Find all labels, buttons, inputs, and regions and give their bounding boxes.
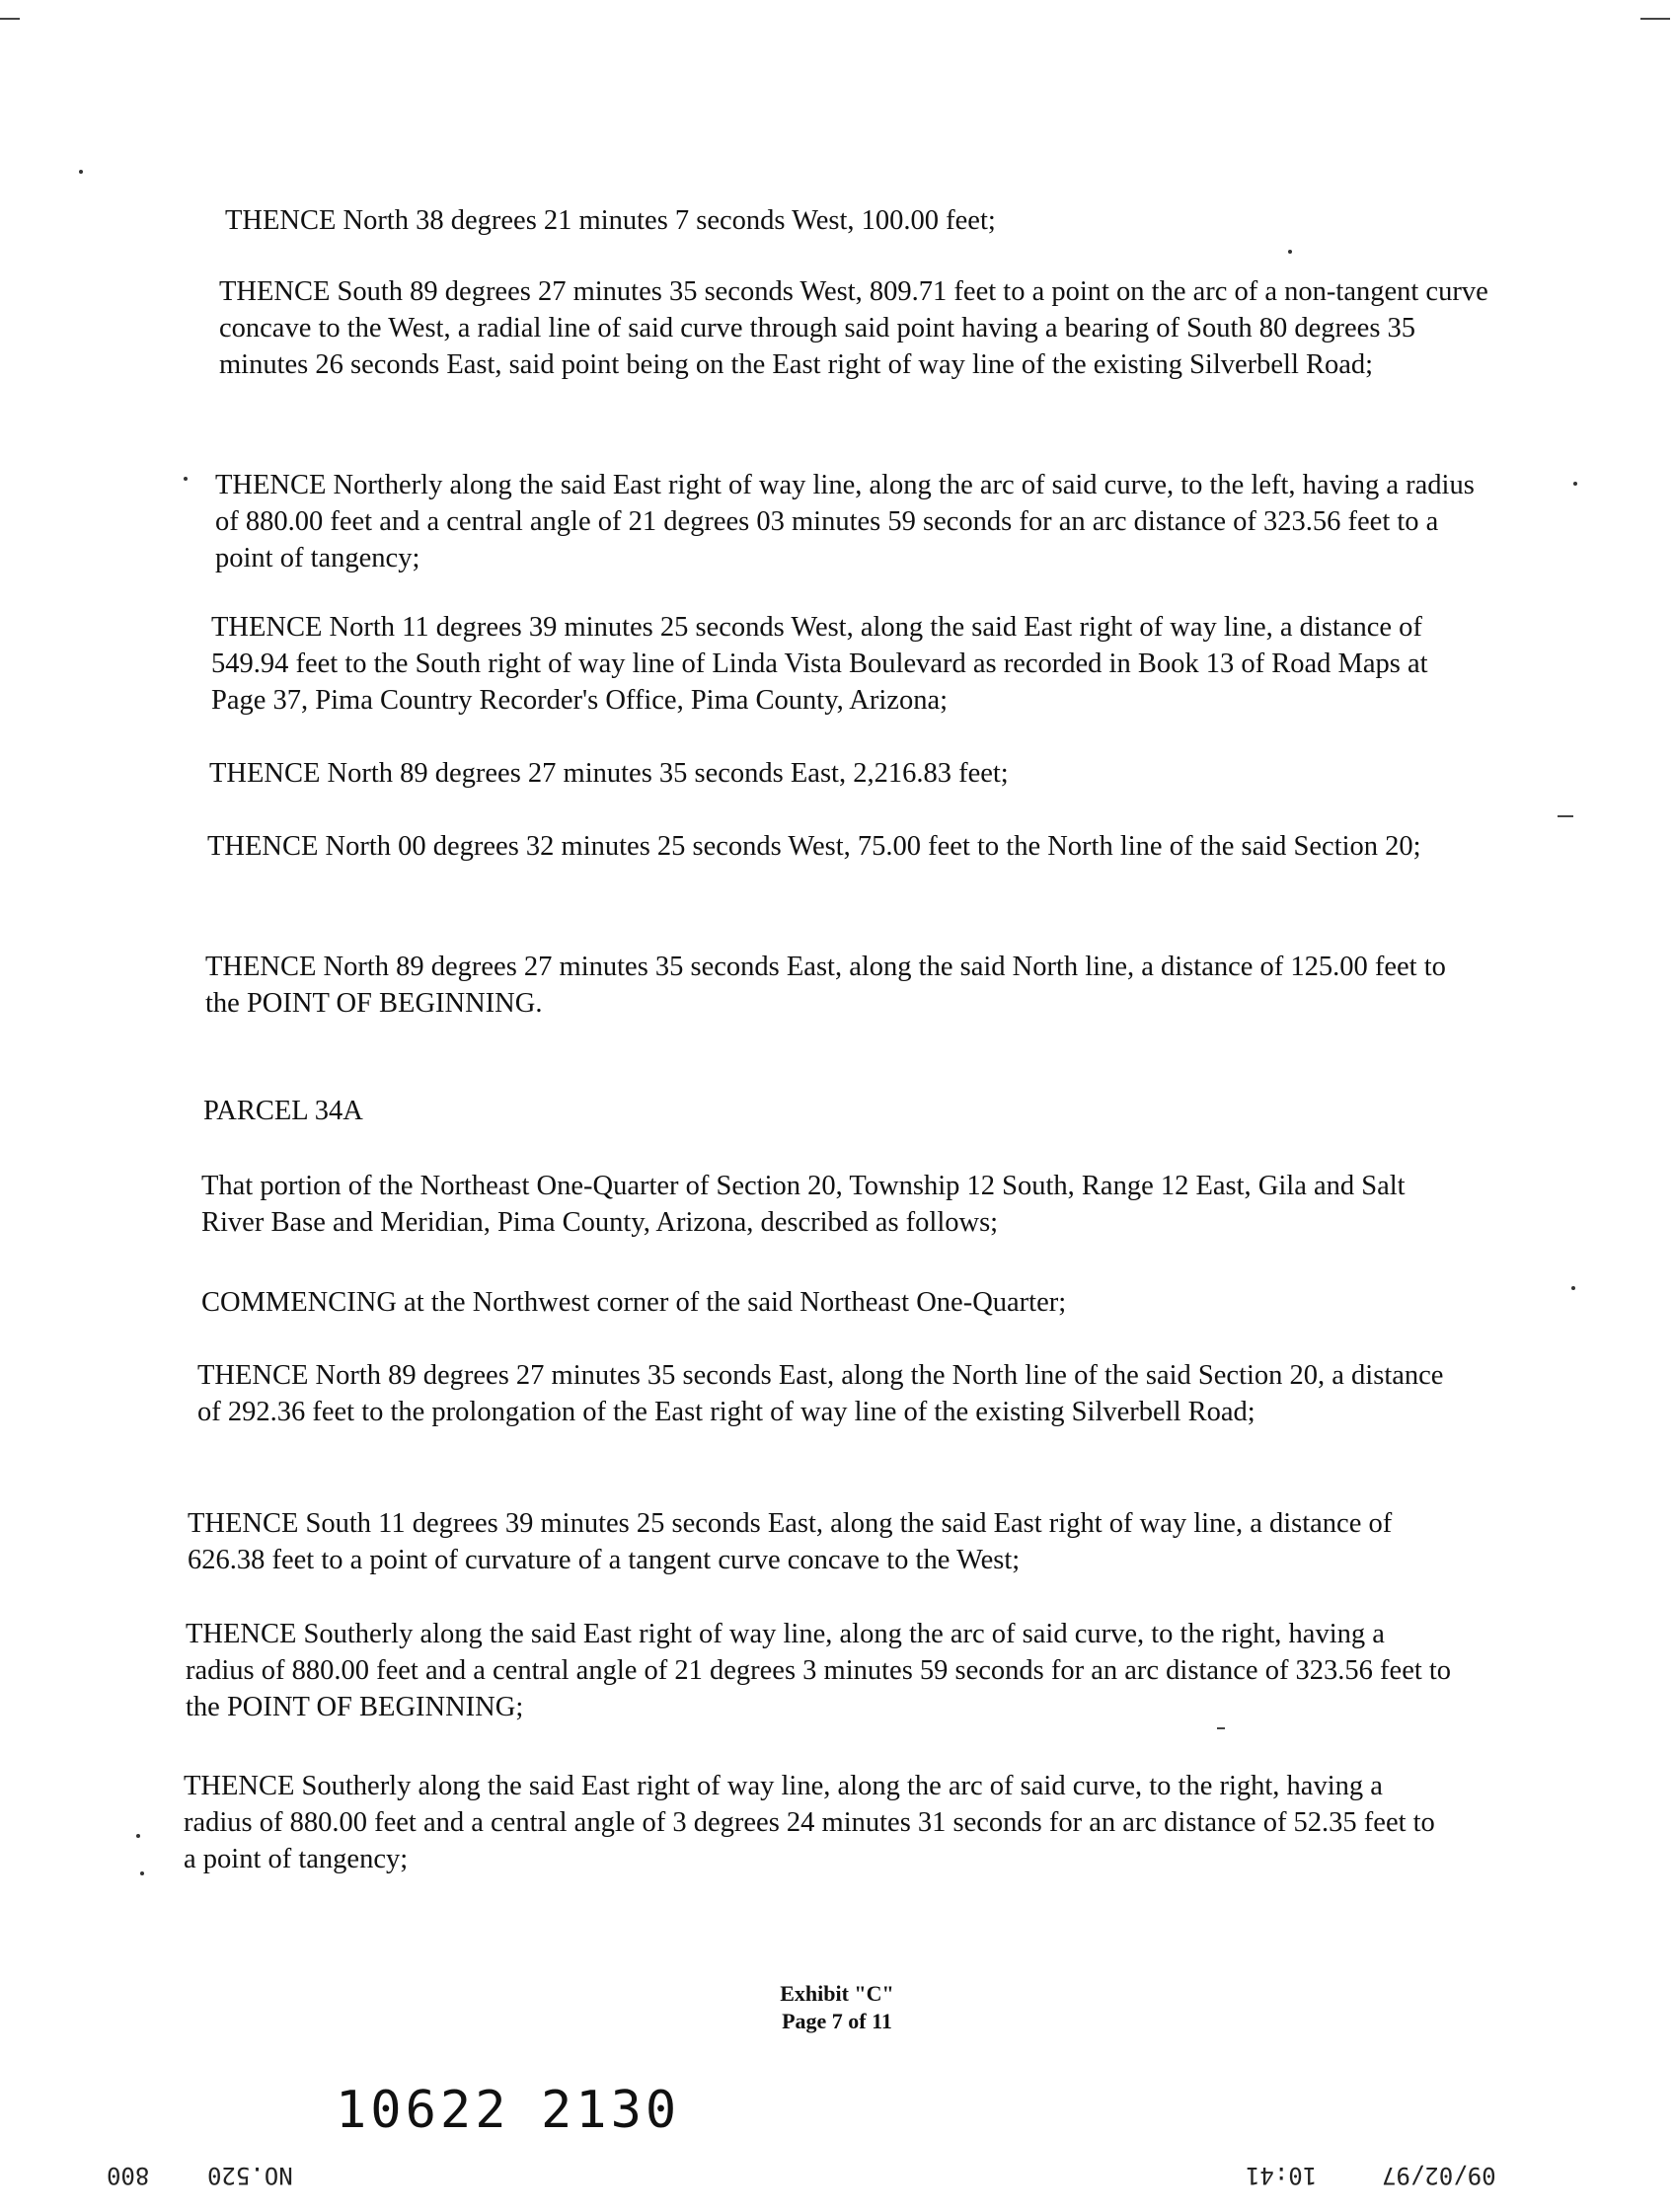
paragraph-10: THENCE North 89 degrees 27 minutes 35 seconds East, along the North line of the said Section 20, a distance of 292.36 feet to the prolongation of the East right of way line of the existing Silverbell Road;: [197, 1360, 1444, 1427]
paragraph-7: THENCE North 89 degrees 27 minutes 35 seconds East, along the said North line, a distance of 125.00 feet to the POINT OF BEGINNING.: [205, 952, 1446, 1019]
recording-page-number: 2130: [541, 2081, 681, 2140]
paragraph-4: THENCE North 11 degrees 39 minutes 25 seconds West, along the said East right of way line, a distance of 549.94 feet to the South right of way line of Linda Vista Boulevard as recorded in Book 13 of Road Maps at Page 37, Pima Country Recorder's Office, Pima County, Arizona;: [211, 612, 1428, 716]
scan-speck: [184, 477, 188, 481]
paragraph-2: THENCE South 89 degrees 27 minutes 35 seconds West, 809.71 feet to a point on the arc of a non-tangent curve concave to the West, a radial line of said curve through said point having a bearing of South 80 degrees 35 minutes 26 seconds East, said point being on the East right of way line of the existing Silverbell Road;: [219, 276, 1488, 380]
page-number: Page 7 of 11: [782, 2009, 892, 2033]
paragraph-13: THENCE Southerly along the said East right of way line, along the arc of said curve, to the right, having a radius of 880.00 feet and a central angle of 3 degrees 24 minutes 31 seconds for an arc distance of 52.35 feet to a point of tangency;: [184, 1771, 1435, 1874]
paragraph-9: COMMENCING at the Northwest corner of the said Northeast One-Quarter;: [201, 1287, 1067, 1318]
scan-speck: [140, 1871, 144, 1875]
fax-page-code: 800: [107, 2162, 150, 2189]
parcel-heading: PARCEL 34A: [203, 1096, 363, 1126]
scan-dash: [1558, 815, 1573, 817]
scan-speck: [1288, 250, 1292, 254]
paragraph-3: THENCE Northerly along the said East right of way line, along the arc of said curve, to the left, having a radius of 880.00 feet and a central angle of 21 degrees 03 minutes 59 seconds for an arc distance of 323.56 feet to a point of tangency;: [215, 470, 1475, 573]
top-right-mark: [1640, 18, 1670, 20]
fax-date: 09/02/97: [1382, 2162, 1496, 2189]
scan-speck: [79, 170, 83, 174]
fax-number: NO.520: [207, 2162, 293, 2189]
paragraph-1: THENCE North 38 degrees 21 minutes 7 seconds West, 100.00 feet;: [225, 205, 996, 236]
exhibit-label: Exhibit "C": [780, 1981, 894, 2006]
paragraph-8: That portion of the Northeast One-Quarter of Section 20, Township 12 South, Range 12 East, Gila and Salt River Base and Meridian, Pima County, Arizona, described as follows;: [201, 1171, 1406, 1238]
scan-speck: [136, 1834, 140, 1838]
scan-speck: [1571, 1286, 1575, 1290]
top-left-mark: [0, 18, 20, 20]
paragraph-5: THENCE North 89 degrees 27 minutes 35 seconds East, 2,216.83 feet;: [209, 758, 1009, 789]
fax-time: 10:41: [1246, 2162, 1318, 2189]
recording-book-number: 10622: [336, 2081, 510, 2140]
scan-speck: [1573, 482, 1577, 486]
paragraph-12: THENCE Southerly along the said East right of way line, along the arc of said curve, to the right, having a radius of 880.00 feet and a central angle of 21 degrees 3 minutes 59 seconds for an arc distance of 323.56 feet to the POINT OF BEGINNING;: [186, 1619, 1452, 1722]
scan-dash: [1217, 1727, 1225, 1729]
paragraph-11: THENCE South 11 degrees 39 minutes 25 seconds East, along the said East right of way line, a distance of 626.38 feet to a point of curvature of a tangent curve concave to the West;: [188, 1508, 1393, 1575]
paragraph-6: THENCE North 00 degrees 32 minutes 25 seconds West, 75.00 feet to the North line of the said Section 20;: [207, 831, 1421, 862]
